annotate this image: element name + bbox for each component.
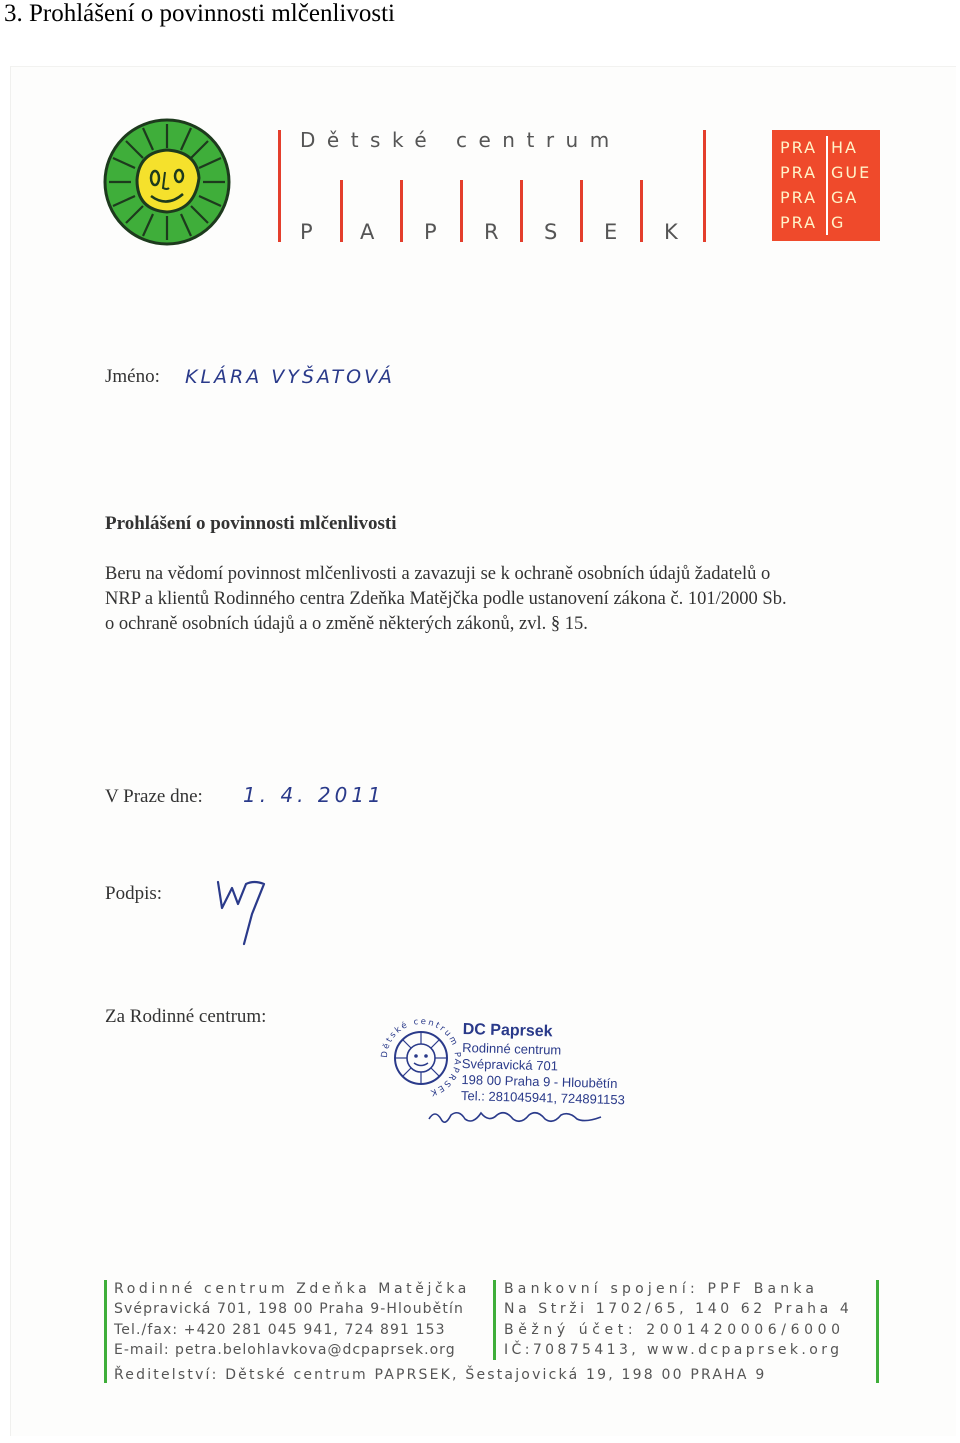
praha-cell: PRA [780,213,818,232]
brand-letter: K [664,220,678,244]
stamp-line: 198 00 Praha 9 - Hloubětín [461,1071,618,1092]
stamp-text [461,1020,627,1108]
praha-cell: GUE [831,163,872,182]
brand-letter: P [424,220,437,244]
footer-right-line: Bankovní spojení: PPF Banka [504,1281,819,1297]
praha-cell: PRA [780,138,818,157]
brand-letter: P [300,220,313,244]
svg-text:Dětské centrum PAPRSEK [380,1017,462,1098]
brand-subtitle [300,220,700,246]
stamp-line: Rodinné centrum [462,1039,562,1058]
footer-bar-left [104,1280,107,1383]
declaration-line: NRP a klientů Rodinného centra Zdeňka Matějčka podle ustanovení zákona č. 101/2000 Sb. [105,589,787,609]
date-value: 1. 4. 2011 [243,783,385,807]
praha-logo [772,130,880,241]
footer-left-line: Tel./fax: +420 281 045 941, 724 891 153 [114,1322,446,1338]
brand-title: Dětské centrum [300,128,621,152]
signature-label: Podpis: [105,883,163,904]
footer-left-line: E-mail: petra.belohlavkova@dcpaprsek.org [114,1342,456,1358]
stamp-seal-icon [378,1015,464,1101]
name-label: Jméno: [105,366,160,387]
footer-right-line: Na Strži 1702/65, 140 62 Praha 4 [504,1301,853,1317]
stamp-name: DC Paprsek [462,1020,553,1041]
footer-left-line: Svépravická 701, 198 00 Praha 9-Hloubětín [114,1301,464,1317]
stamp-line: Tel.: 281045941, 724891153 [460,1087,626,1108]
brand-divider-left [278,130,281,242]
date-label: V Praze dne: [105,786,203,807]
declaration-line: Beru na vědomí povinnost mlčenlivosti a zavazuji se k ochraně osobních údajů žadatelů o [105,564,771,584]
stamp-seal-text: Dětské centrum PAPRSEK [379,1016,463,1099]
signature-mark [212,874,272,948]
brand-letter: R [484,220,499,244]
brand-letter: S [544,220,558,244]
footer-bar-right [876,1280,879,1383]
declaration-line: o ochraně osobních údajů a o změně některých zákonů, zvl. § 15. [105,614,588,634]
brand-divider-right [703,130,706,242]
name-value: KLÁRA VYŠATOVÁ [185,366,395,388]
brand-letter: E [604,220,618,244]
declaration-text [105,562,895,637]
scanned-document [10,66,956,1436]
praha-cell: HA [831,138,858,157]
stamp-line: Svépravická 701 [461,1055,559,1074]
stamp-signature [425,1105,605,1129]
footer-bottom-line: Ředitelství: Dětské centrum PAPRSEK, Šestajovická 19, 198 00 PRAHA 9 [114,1367,767,1383]
praha-cell: PRA [780,188,818,207]
footer-right-line: Běžný účet: 2001420006/6000 [504,1322,845,1338]
brand-letter: A [360,220,375,244]
footer-bar-middle [493,1280,496,1360]
declaration-heading: Prohlášení o povinnosti mlčenlivosti [105,513,397,534]
praha-cell: GA [831,188,859,207]
sun-logo-icon [103,118,231,246]
praha-cell: G [831,213,846,232]
praha-cell: PRA [780,163,818,182]
footer-right-line: IČ:70875413, www.dcpaprsek.org [504,1342,843,1358]
praha-divider [826,136,828,235]
center-label: Za Rodinné centrum: [105,1006,267,1027]
section-title: 3. Prohlášení o povinnosti mlčenlivosti [4,0,395,27]
footer-left-line: Rodinné centrum Zdeňka Matějčka [114,1281,470,1297]
